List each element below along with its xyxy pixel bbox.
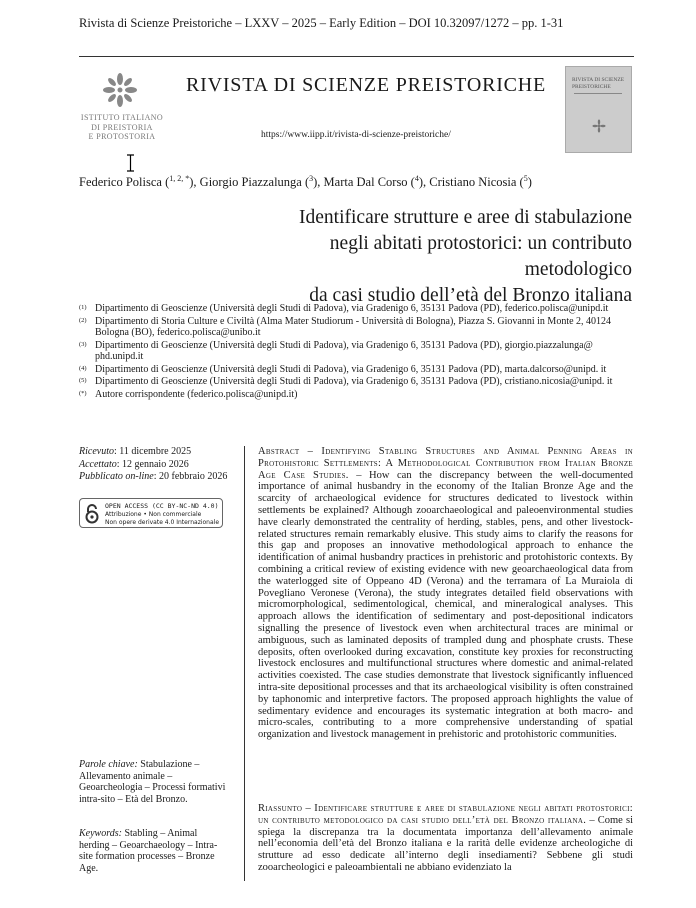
journal-url[interactable]: https://www.iipp.it/rivista-di-scienze-preistoriche/ bbox=[261, 130, 451, 140]
author-affiliation-marks: 3 bbox=[309, 174, 314, 183]
keywords-en-label: Keywords: bbox=[79, 828, 122, 839]
online-value: : 20 febbraio 2026 bbox=[153, 471, 228, 482]
institute-line: DI PREISTORIA bbox=[91, 122, 153, 132]
author-affiliation-marks: 1, 2, * bbox=[169, 174, 190, 183]
open-access-icon bbox=[84, 503, 100, 524]
article-title-line: negli abitati protostorici: un contributo metodologico bbox=[329, 233, 632, 280]
affiliation-item bbox=[79, 376, 634, 387]
running-head: Rivista di Scienze Preistoriche – LXXV – 2025 – Early Edition – DOI 10.32097/1272 – pp. 1-31 bbox=[79, 16, 564, 30]
riassunto bbox=[258, 803, 633, 874]
keywords-it-label: Parole chiave: bbox=[79, 759, 138, 770]
received-date bbox=[79, 446, 227, 459]
text-cursor-icon bbox=[126, 154, 135, 172]
journal-title: RIVISTA DI SCIENZE PREISTORICHE bbox=[186, 74, 547, 96]
institute-name bbox=[79, 113, 165, 142]
column-divider bbox=[244, 446, 245, 881]
accepted-date bbox=[79, 459, 227, 472]
affiliation-mark: (5) bbox=[79, 377, 87, 385]
received-value: : 11 dicembre 2025 bbox=[113, 446, 192, 457]
article-title bbox=[230, 205, 632, 309]
affiliation-mark: (1) bbox=[79, 304, 87, 311]
journal-cover-thumbnail bbox=[565, 66, 632, 153]
accepted-value: : 12 gennaio 2026 bbox=[116, 458, 189, 470]
affiliation-text: Dipartimento di Geoscienze (Università degli Studi di Padova), via Gradenigo 6, 35131 Padova (PD), marta.dalcorso@unipd. it bbox=[95, 363, 607, 375]
affiliations bbox=[79, 303, 634, 401]
publication-dates bbox=[79, 446, 227, 484]
cover-logo-icon bbox=[591, 119, 607, 133]
keywords-english bbox=[79, 828, 229, 874]
affiliation-text: Dipartimento di Geoscienze (Università degli Studi di Padova), via Gradenigo 6, 35131 Padova (PD), giorgio.piazzalunga@ phd.unipd.it bbox=[95, 339, 593, 362]
affiliation-mark: (4) bbox=[79, 364, 87, 372]
author-affiliation-marks: 4 bbox=[414, 174, 419, 183]
abstract-body: – How can the discrepancy between the well-documented importance of animal husbandry in the economy of the Italian Bronze Age and the scarcity of archaeological evidence for structures dedicated to livestock within settlements be explained? Although zooarchaeological and paleoenvironmental studies have clearly demonstrated the centrality of herding, stables, pens, and other livestock-related structures remain remarkably elusive. This study aims to clarify the reasons for this gap and proposes an innovative methodological approach to enhance the identification of animal husbandry practices in prehistoric and protohistoric contexts. By combining a critical review of existing evidence with new geoarchaeological data from the waterlogged site of Oppeano 4D (Verona) and the terramara of La Muraiola di Povegliano Veronese (Verona), the study integrates detailed field observations with micromorphological, sedimentological, chemical, and mineralogical analyses. This approach allows the identification of sedimentary and post-depositional indicators signalling the presence of livestock even when architectural traces are minimal or ambiguous, such as laminated deposits of trampled dung and phosphate crusts. These deposits, often overlooked during excavation, constitute key proxies for reconstructing livestock enclosures and multifunctional structures where domestic and animal-related activities coexisted. The case studies demonstrate that livestock significantly influenced intra-site depositional processes and that its archaeological visibility is often constrained by taphonomic and interpretive factors. The proposed approach highlights the value of sedimentary evidence and encourages its systematic integration at both macro- and micro-scales, contributing to a more comprehensive understanding of spatial organization and livestock management in prehistoric and protohistoric communities. bbox=[258, 469, 634, 741]
author-list bbox=[79, 174, 532, 190]
author-text: ), Marta Dal Corso ( bbox=[313, 175, 415, 190]
affiliation-item bbox=[79, 316, 634, 339]
institute-line: E PROTOSTORIA bbox=[88, 132, 156, 141]
license-line-1: OPEN ACCESS (CC BY-NC-ND 4.0) bbox=[105, 502, 219, 510]
abstract bbox=[258, 446, 633, 741]
affiliation-item bbox=[79, 389, 634, 400]
author-text: Federico Polisca ( bbox=[79, 175, 170, 190]
keywords-en-text: Stabling – Animal herding – Geoarchaeology – Intra-site formation processes – Bronze Age. bbox=[79, 828, 218, 874]
affiliation-text: Dipartimento di Geoscienze (Università degli Studi di Padova), via Gradenigo 6, 35131 Padova (PD), federico.polisca@unipd.it bbox=[95, 303, 609, 314]
license-line-2: Attribuzione • Non commerciale bbox=[105, 511, 202, 518]
keywords-it-text: Stabulazione – Allevamento animale – Geoarcheologia – Processi formativi intra-sito – Età del Bronzo. bbox=[79, 759, 226, 805]
affiliation-mark: (2) bbox=[79, 316, 87, 324]
riassunto-heading: Riassunto – Identificare strutture e aree di stabulazione negli abitati protostorici: un contributo metodologico da casi studio dell’età del Bronzo italiana. bbox=[258, 803, 633, 826]
article-title-line: da casi studio dell’età del Bronzo italiana bbox=[309, 285, 632, 306]
license-badge[interactable] bbox=[79, 498, 223, 528]
article-title-line: Identificare strutture e aree di stabulazione bbox=[299, 207, 632, 228]
affiliation-item bbox=[79, 364, 634, 375]
header-rule bbox=[79, 56, 634, 57]
affiliation-mark: (3) bbox=[79, 340, 87, 348]
institute-line: ISTITUTO ITALIANO bbox=[80, 113, 164, 122]
cover-title: RIVISTA DI SCIENZE PREISTORICHE bbox=[572, 77, 625, 90]
online-date bbox=[79, 471, 227, 484]
online-label: Pubblicato on-line bbox=[79, 471, 154, 482]
author-affiliation-marks: 5 bbox=[523, 174, 528, 183]
cover-divider bbox=[574, 93, 622, 94]
author-text: ) bbox=[527, 175, 532, 190]
affiliation-mark: (*) bbox=[79, 389, 87, 397]
accepted-label: Accettato bbox=[79, 458, 117, 470]
abstract-heading: Abstract – Identifying Stabling Structures and Animal Penning Areas in Protohistoric Settlements: A Methodological Contribution from Italian Bronze Age Case Studies. bbox=[258, 446, 633, 481]
affiliation-item bbox=[79, 340, 634, 363]
author-text: ), Cristiano Nicosia ( bbox=[418, 175, 524, 190]
affiliation-text: Autore corrispondente (federico.polisca@unipd.it) bbox=[95, 388, 298, 400]
institute-logo-icon bbox=[95, 70, 145, 110]
riassunto-body: – Come si spiega la discrepanza tra la documentata importanza dell’allevamento animale nell’economia dell’età del Bronzo italiana e la rarità delle evidenze archeologiche di strutture ad esso dedicate all’interno degli insediamenti? Sebbene gli studi zooarcheologici e paleoambientali ne abbiano evidenziato la bbox=[258, 814, 633, 873]
author-text: ), Giorgio Piazzalunga ( bbox=[189, 175, 310, 190]
affiliation-text: Dipartimento di Geoscienze (Università degli Studi di Padova), via Gradenigo 6, 35131 Padova (PD), cristiano.nicosia@unipd. it bbox=[95, 376, 613, 388]
keywords-italian bbox=[79, 759, 229, 805]
license-line-3: Non opere derivate 4.0 Internazionale bbox=[105, 519, 220, 526]
received-label: Ricevuto bbox=[79, 446, 114, 457]
affiliation-item bbox=[79, 303, 634, 314]
affiliation-text: Dipartimento di Storia Culture e Civiltà (Alma Mater Studiorum - Università di Bologna), Piazza S. Giovanni in Monte 2, 40124 Bologna (BO), federico.polisca@unibo.it bbox=[95, 315, 612, 338]
